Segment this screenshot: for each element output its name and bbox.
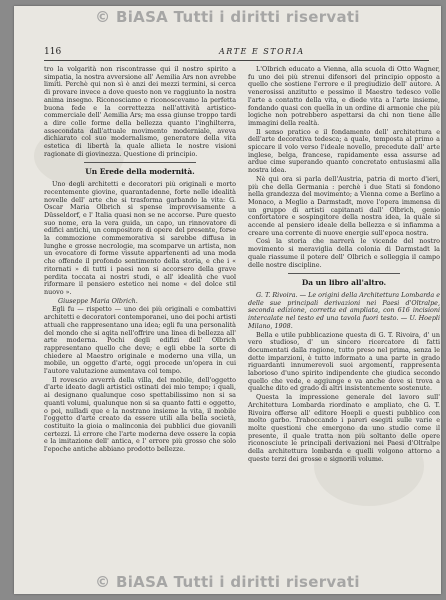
section-title: Un Erede della modernità.: [85, 167, 195, 177]
body-paragraph: Uno degli architetti e decoratori più originali e morto recentemente giovine, quarantadenne, forte nelle idealità novelle dell' arte che si trasforma garbando la vita: G. Oscar Maria Olbrich si spense improvvisamente a Düsseldorf, e l' Italia quasi non se ne accorse. Pure questo suo nome, era la vera guida, un capo, un rinnovatore di edifici antichi, un compositore di opere del presente, forse la commozione commemorativa si sarebbe diffusa in lunghe e grosse necrologie, ma scomparve un artista, non un evocatore di forme vissute appartenenti ad una moda che offende il profondo sentimento della storia, e che i « ritornati » di tutti i paesi non si accorsero della grave perdita toccata ai nostri studi, e all' idealità che vuol riformare il pensiero estetico nei nome « del dolce stil nuovo ».: [44, 180, 236, 296]
page-number: 116: [44, 47, 62, 57]
left-column: [44, 66, 236, 455]
bibliography-entry: G. T. Rivoira. — Le origini della Architettura Lombarda e delle sue principali derivazioni nei Paesi d'Oltralpe, seconda edizione, corretta ed ampliata, con 616 incisioni intercalate nel testo ed una tavola fuori testo. — U. Hoepli Milano, 1908.: [248, 290, 440, 330]
right-column: [248, 66, 440, 464]
body-paragraph: Così la storia che narrerà le vicende del nostro movimento si meraviglia della colonia di Darmstadt la quale riassume il potere dell' Olbrich e solleggia il campo delle nostre discipline.: [248, 237, 440, 269]
section-title: Da un libro all'altro.: [301, 278, 387, 288]
page-header: [44, 46, 429, 61]
section-divider: [84, 162, 196, 163]
intro-paragraph: tro la volgarità non riscontrasse qui il nostro spirito a simpatia, la nostra avversione all' Aemilia Ars non avrebbe limiti. Perchè qui non sì è anzi dei mezzi termini, si cerca di provare invece a dove questo non ve raggiunto la nostra anima insegno. Riconosciamo e riconoscevamo la perfetta buona fede e la correttezza nell'attività artistico-commerciale dell' Aemilia Ars; ma essa giunse troppo tardi a dire colle forme della bellezza quanto l'inghilterra, assecondata dall'attuale movimento moderniale, aveva dichiarato col suo modernalismo, generatore della vita estetica di libertà la quale allieta le nostre visioni ragionate di giovinezza. Questione di principio.: [44, 65, 236, 158]
body-paragraph: Nè qui ora si parla dell'Austria, patria di morto d'ieri, più che della Germania : perchè i due Stati si fondono nella grandezza del movimento; a Vienna come a Berlino a Monaco, a Meglio a Darmstadt, move l'opera immensa di un gruppo di artisti capitanati dall' Olbrich, genio confortatore e sospingitore della nostra idea, la quale si accende al pensiero ideale della bellezza e si infiamma a creare una corrente di nuove energie sull'epoca nostra.: [248, 174, 440, 237]
body-paragraph: Egli fu — rispetto — uno dei più originali e combattivi architetti e decoratori contemporanei, uno dei pochi artisti attuali che rappresentano una idea; egli fu una personalità del mondo che si agita nell'offrire una linea di bellezza all' arte moderna. Pochi degli edifizi dell' Olbrich rappresentano quello che deve; e egli ebbe la sorte di chiedere al Maestro originale e moderno una villa, un mobile, un oggetto d'arte, oggi procede un'opera in cui l'autore valutazione aumentava col tempo.: [44, 305, 236, 376]
watermark-top: © BiASA Tutti i diritti riservati: [95, 8, 360, 26]
watermark-bottom: © BiASA Tutti i diritti riservati: [95, 573, 360, 591]
body-paragraph: Il senso pratico e il fondamento dell' architettura e dell'arte decorativa tedesca; a quale, temposta al primo a spiccare il volo verso l'ideale novello, precedute dall' arte inglese, belga, francese, rapidamente essa assurse ad ardue cime superando quanto concretato entusiasmi alla nostra idea.: [248, 127, 440, 175]
body-paragraph: Questa la impressione generale del lavoro sull' Architettura Lombarda riordinato e ampliato, che G. T. Rivoira offerse all' editore Hoepli e questi pubblico con molto garbo. Traboccando i pareri esegiti sulle varie e molte questioni che emergono da uno studio come il presente, il quale tratta non più soltanto delle opere riconosciute le principali derivazioni nei Paesi d'Oltralpe della architettura lombarda e quelli volgono attorno a queste terzi dei grosse e signorili volume.: [248, 393, 440, 463]
section-divider: [288, 273, 400, 274]
body-paragraph: Il rovescio avverrà della villa, del mobile, dell'oggetto d'arte ideato dagli artistici ostinati dei mio tempo; i quali, ai designano qualunque coso spettabilissimo non si sa quanti volumi, qualunque non si sa quanto fatti e oggetto, o poi, nulladi que e la nostrano insieme la vita, il mobile l'oggetto d'arte creato da essere utili alla bella società, costituito la gioia o malinconia dei pubblici due giovanili certezzi. Lì errore che l'arte moderna deve ossere la copia e la imitazione dell' antica, e l' errore più grosso che solo l'epoche antiche abbiano prodotto bellezze.: [44, 375, 236, 454]
body-paragraph: Bella e utile pubblicazione questa di G. T. Rivoira, d' un vero studioso, d' un sincero ricercatore di fatti documentati dalla ragione, tutto preso nel prima, senza le dette imparzioni, è tutto informato a una parte in grado riguardanti innumerevoli suoi argomenti, rappresenta laborioso d'uno spirito indipendente che giudica secondo quello che vede, e aggiunge e va anche dove si trova a qualche dito ed grado di altri insistentemente sostenute.: [248, 330, 440, 393]
document-page: [14, 6, 441, 594]
body-paragraph: L'Olbrich educato a Vienna, alla scuola di Otto Wagner, fu uno dei più strenui difensori del principio opposto a quello che sostiene l'errore e il pregiudizio dell' autore. A venerosissi anzitutto e pessimo il Maestro tedesco volle l'arte a contatto della vita, e diede vita a l'arte insieme, fondando quasi con quella in un ordine di armonie che più logiche non potrebbero aspettarsi da chi non tiene alle immagini della realtà.: [248, 65, 440, 127]
running-title: ARTE E STORIA: [219, 47, 305, 56]
signature-line: Giuseppe Maria Olbrich.: [58, 296, 138, 305]
